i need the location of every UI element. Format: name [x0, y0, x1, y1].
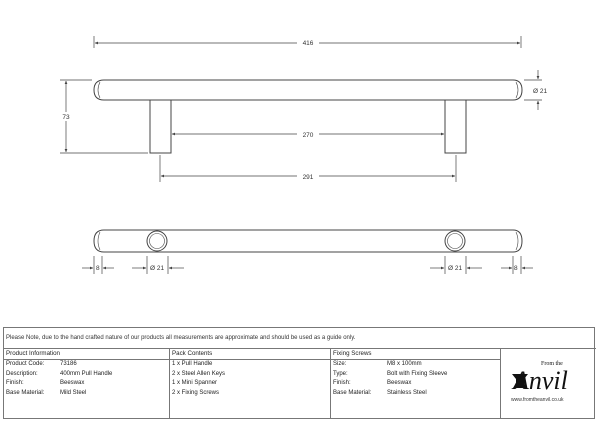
- fixing-screws-heading: Fixing Screws: [330, 349, 500, 360]
- bar-diameter-label: Ø 21: [533, 88, 548, 95]
- pack-item: 1 x Mini Spanner: [172, 380, 218, 386]
- overall-length-label: 416: [302, 40, 314, 47]
- post-diameter-left-label: Ø 21: [150, 265, 165, 272]
- fixing-screws-column: [330, 349, 500, 420]
- top-view-post-left: [147, 231, 167, 251]
- side-view-post-left: [150, 100, 171, 153]
- height-label: 73: [62, 114, 70, 121]
- centres-inner-label: 270: [302, 132, 314, 139]
- disclaimer-note: Please Note, due to the hand crafted nature of our products all measurements are approximate and should be used as a guide only.: [6, 335, 356, 341]
- end-offset-left-label: 8: [96, 265, 100, 272]
- pack-item: 2 x Fixing Screws: [172, 389, 220, 396]
- pack-item: 1 x Pull Handle: [172, 361, 213, 367]
- product-info-heading: Product Information: [3, 349, 169, 360]
- product-info-row: Product Code: 73186: [6, 361, 77, 367]
- fixing-screws-row: Size: M8 x 100mm: [333, 361, 422, 367]
- top-view-post-right: [445, 231, 465, 251]
- product-info-row: Finish: Beeswax: [6, 380, 85, 386]
- centres-outer-label: 291: [302, 174, 314, 181]
- brand-tagline: From the: [541, 361, 563, 367]
- product-info-row: Description: 400mm Pull Handle: [6, 370, 113, 377]
- pack-contents-column: [169, 349, 330, 420]
- brand-name: Anvil: [513, 366, 568, 395]
- post-diameter-right-label: Ø 21: [448, 265, 463, 272]
- product-info-row: Base Material: Mild Steel: [6, 389, 87, 396]
- pack-item: 2 x Steel Allen Keys: [172, 370, 226, 377]
- fixing-screws-row: Finish: Beeswax: [333, 380, 412, 386]
- product-info-column: [3, 349, 169, 420]
- side-view-bar: [94, 80, 522, 100]
- brand-url: www.fromtheanvil.co.uk: [511, 397, 564, 403]
- brand-logo: [503, 360, 593, 416]
- fixing-screws-row: Base Material: Stainless Steel: [333, 389, 427, 396]
- fixing-screws-row: Type: Bolt with Fixing Sleeve: [333, 370, 448, 377]
- pack-contents-heading: Pack Contents: [169, 349, 330, 360]
- end-offset-right-label: 8: [514, 265, 518, 272]
- side-view-post-right: [445, 100, 466, 153]
